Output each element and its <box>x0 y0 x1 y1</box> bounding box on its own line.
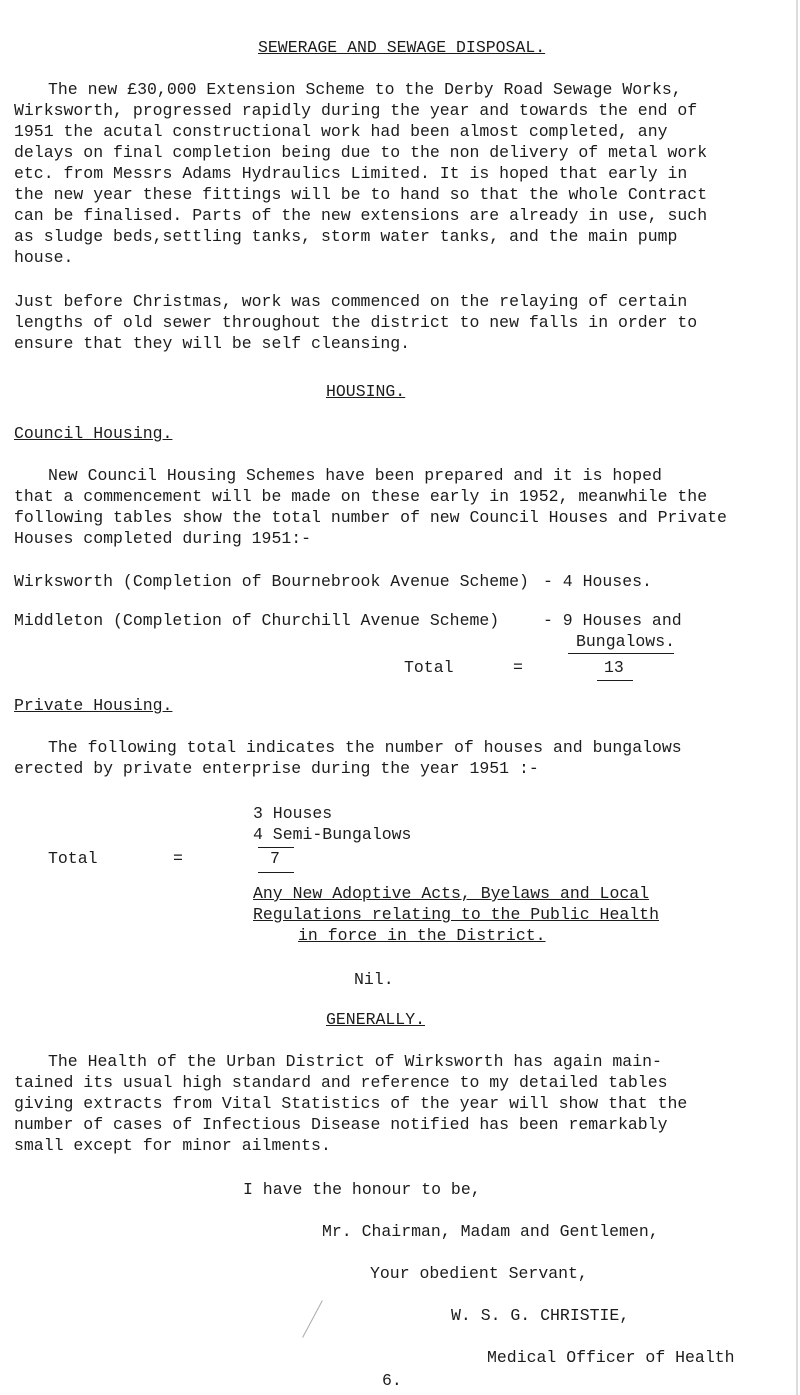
text-line: the new year these fittings will be to hand so that the whole Contract <box>14 185 708 204</box>
text-line: The new £30,000 Extension Scheme to the Derby Road Sewage Works, <box>48 80 682 99</box>
closing-servant-line: Your obedient Servant, <box>370 1264 588 1283</box>
total-rule <box>568 653 674 654</box>
text-line: house. <box>14 248 74 267</box>
total-double-rule <box>258 872 294 873</box>
council-total-equals: = <box>513 658 523 677</box>
signatory-name: W. S. G. CHRISTIE, <box>451 1306 630 1325</box>
text-line: as sludge beds,settling tanks, storm water tanks, and the main pump <box>14 227 678 246</box>
council-housing-heading: Council Housing. <box>14 424 173 443</box>
page-edge-shadow <box>796 0 798 1395</box>
heading-line: Any New Adoptive Acts, Byelaws and Local <box>253 884 650 903</box>
private-total-value: 7 <box>270 849 280 868</box>
text-line: The Health of the Urban District of Wirksworth has again main- <box>48 1052 662 1071</box>
council-total-label: Total <box>404 658 454 677</box>
text-line: delays on final completion being due to the non delivery of metal work <box>14 143 708 162</box>
text-line: following tables show the total number of new Council Houses and Private <box>14 508 727 527</box>
text-line: 1951 the acutal constructional work had been almost completed, any <box>14 122 668 141</box>
page-number: 6. <box>382 1371 402 1390</box>
housing-heading: HOUSING. <box>326 382 406 401</box>
text-line: Just before Christmas, work was commenced on the relaying of certain <box>14 292 688 311</box>
council-row-wirksworth-label: Wirksworth (Completion of Bournebrook Avenue Scheme) <box>14 572 529 591</box>
closing-salutation: Mr. Chairman, Madam and Gentlemen, <box>322 1222 659 1241</box>
council-row-middleton-value: - 9 Houses and <box>543 611 682 630</box>
heading-line: Regulations relating to the Public Health <box>253 905 659 924</box>
pencil-mark <box>302 1300 323 1338</box>
council-row-middleton-value-cont: Bungalows. <box>576 632 676 651</box>
private-housing-heading: Private Housing. <box>14 696 173 715</box>
text-line: Houses completed during 1951:- <box>14 529 312 548</box>
text-line: ensure that they will be self cleansing. <box>14 334 411 353</box>
text-line: tained its usual high standard and reference to my detailed tables <box>14 1073 668 1092</box>
text-line: lengths of old sewer throughout the district to new falls in order to <box>14 313 698 332</box>
private-total-label: Total <box>48 849 98 868</box>
text-line: New Council Housing Schemes have been prepared and it is hoped <box>48 466 662 485</box>
adoptive-acts-value: Nil. <box>354 970 394 989</box>
text-line: The following total indicates the number of houses and bungalows <box>48 738 682 757</box>
text-line: giving extracts from Vital Statistics of the year will show that the <box>14 1094 688 1113</box>
total-rule <box>258 847 294 848</box>
text-line: that a commencement will be made on these early in 1952, meanwhile the <box>14 487 708 506</box>
council-total-value: 13 <box>604 658 624 677</box>
council-row-wirksworth-value: - 4 Houses. <box>543 572 652 591</box>
private-row-houses: 3 Houses <box>253 804 333 823</box>
private-row-semi-bungalows: 4 Semi-Bungalows <box>253 825 412 844</box>
generally-heading: GENERALLY. <box>326 1010 426 1029</box>
total-double-rule <box>597 680 633 681</box>
text-line: number of cases of Infectious Disease notified has been remarkably <box>14 1115 668 1134</box>
text-line: can be finalised. Parts of the new extensions are already in use, such <box>14 206 708 225</box>
private-total-equals: = <box>173 849 183 868</box>
council-row-middleton-label: Middleton (Completion of Churchill Avenue Scheme) <box>14 611 500 630</box>
closing-honour-line: I have the honour to be, <box>243 1180 481 1199</box>
text-line: Wirksworth, progressed rapidly during the year and towards the end of <box>14 101 698 120</box>
heading-line: in force in the District. <box>298 926 546 945</box>
sewerage-heading: SEWERAGE AND SEWAGE DISPOSAL. <box>258 38 546 57</box>
signatory-title: Medical Officer of Health <box>487 1348 735 1367</box>
text-line: erected by private enterprise during the year 1951 :- <box>14 759 539 778</box>
text-line: small except for minor ailments. <box>14 1136 331 1155</box>
text-line: etc. from Messrs Adams Hydraulics Limited. It is hoped that early in <box>14 164 688 183</box>
